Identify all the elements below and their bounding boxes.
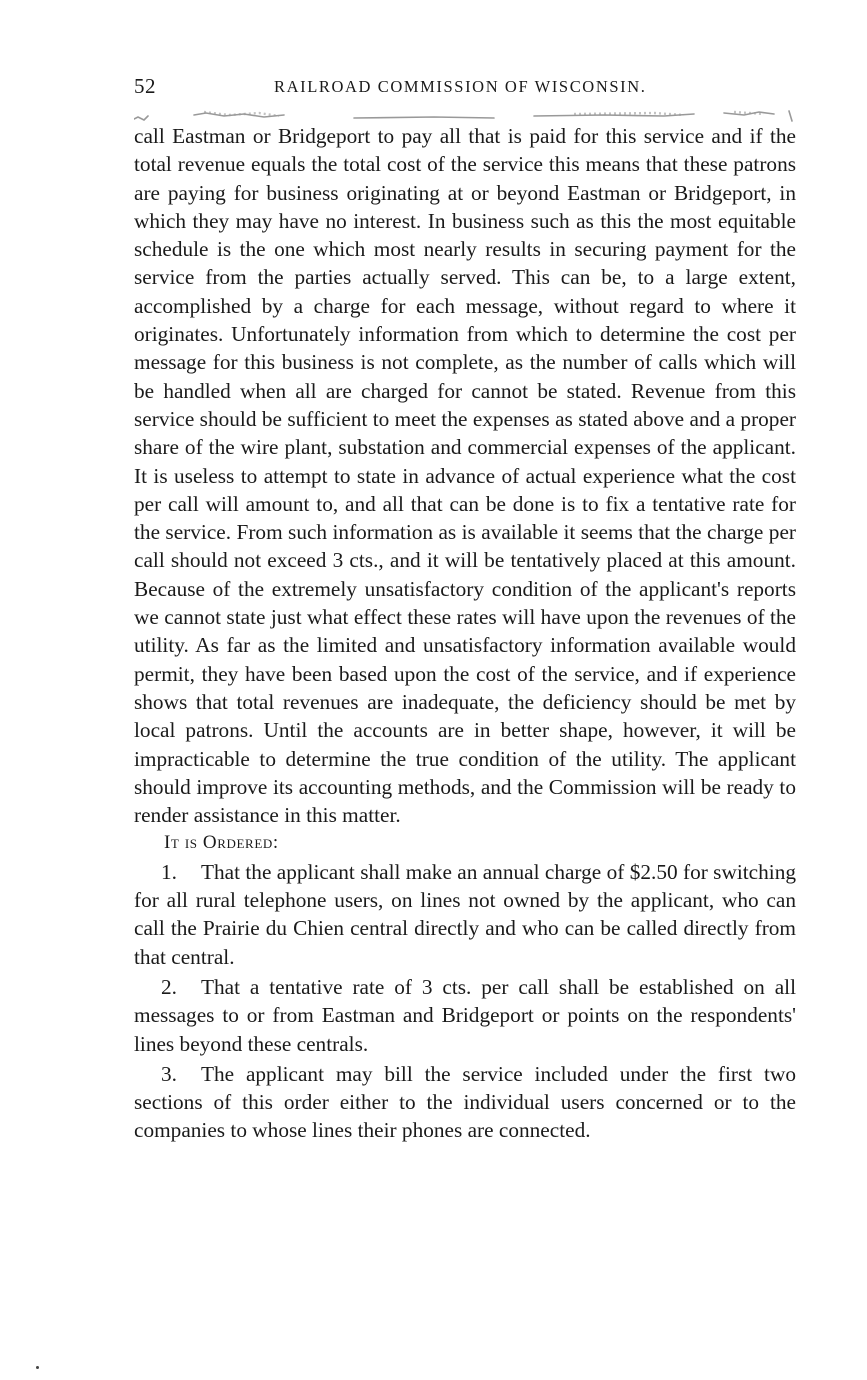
order-item [134,973,796,1058]
body-paragraph: call Eastman or Bridgeport to pay all that is paid for this service and if the total revenue equals the total cost of the service this means that these patrons are paying for business originating at or beyond Eastman or Bridgeport, in which they may have no interest. In business such as this the most equitable schedule is the one which most nearly results in securing payment for the service from the parties actually served. This can be, to a large extent, accomplished by a charge for each message, without regard to where it originates. Unfortunately information from which to determine the cost per message for this business is not complete, as the number of calls which will be handled when all are charged for cannot be stated. Revenue from this service should be sufficient to meet the expenses as stated above and a proper share of the wire plant, substation and commercial expenses of the applicant. It is useless to attempt to state in advance of actual experience what the cost per call will amount to, and all that can be done is to fix a tentative rate for the service. From such information as is available it seems that the charge per call should not exceed 3 cts., and it will be tentatively placed at this amount. Because of the extremely unsatisfactory condition of the applicant's reports we cannot state just what effect these rates will have upon the revenues of the utility. As far as the limited and unsatisfactory information available would permit, they have been based upon the cost of the service, and if experience shows that total revenues are inadequate, the deficiency should be met by local patrons. Until the accounts are in better shape, however, it will be impracticable to determine the true condition of the utility. The applicant should improve its accounting methods, and the Commission will be ready to render assistance in this matter. [134,124,796,828]
order-item-text: The applicant may bill the service included under the first two sections of this order either to the individual users concerned or to the companies to whose lines their phones are connected. [134,1061,796,1143]
scan-speck [36,1366,39,1369]
page-header [134,74,796,100]
order-item-number: 1. [161,859,177,884]
running-head: RAILROAD COMMISSION OF WISCONSIN. [274,77,647,96]
body-text [134,122,796,1145]
scan-smudge [134,110,796,122]
order-item-text: That a tentative rate of 3 cts. per call shall be established on all messages to or from Eastman and Bridgeport or points on the respondents' lines beyond these centrals. [134,974,796,1056]
ordered-heading: It is Ordered: [164,832,279,854]
order-item [134,1060,796,1145]
page-number: 52 [134,74,156,98]
order-item [134,858,796,971]
order-item-number: 2. [161,974,177,999]
order-item-text: That the applicant shall make an annual charge of $2.50 for switching for all rural telephone users, on lines not owned by the applicant, who can call the Prairie du Chien central directly and who can be called directly from that central. [134,859,796,969]
order-item-number: 3. [161,1061,177,1086]
